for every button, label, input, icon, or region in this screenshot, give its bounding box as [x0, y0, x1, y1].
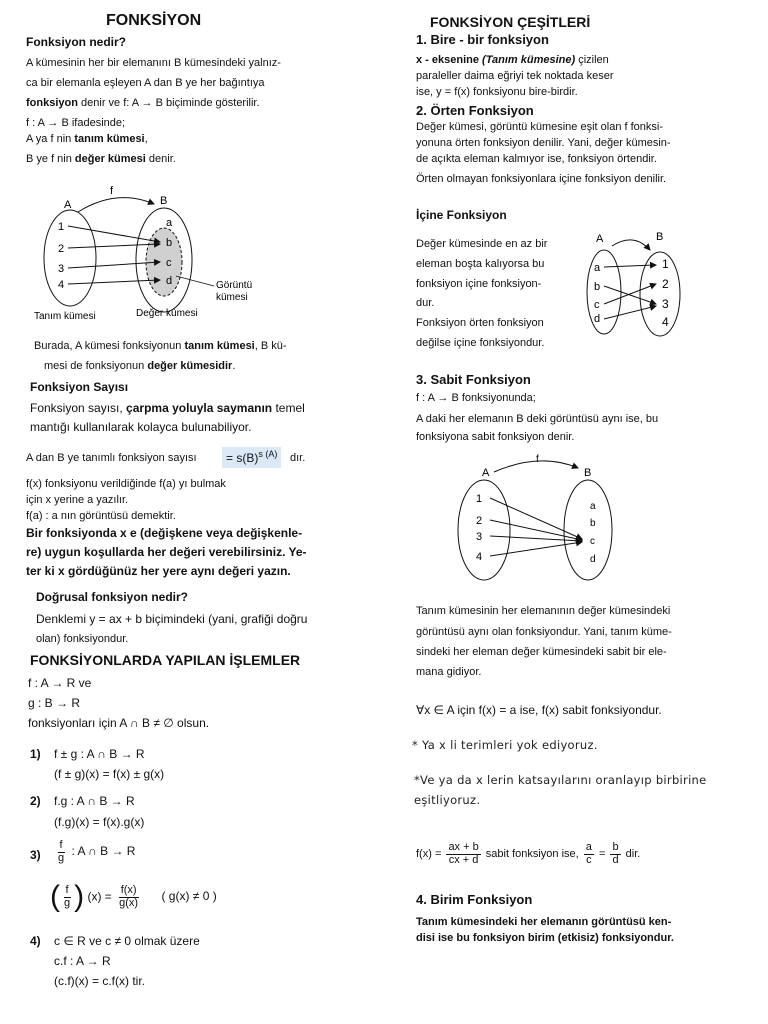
- burada-f: .: [232, 360, 236, 372]
- s4-line-2: disi ise bu fonksiyon birim (etkisiz) fonksiyondur.: [416, 932, 674, 944]
- diagram2-A-label: A: [596, 233, 604, 245]
- count-formula-exponent: s (A): [258, 449, 278, 459]
- burada-line-1: [34, 340, 287, 353]
- diagram1-set-A: [44, 210, 96, 306]
- domain-bold: tanım kümesi: [74, 133, 145, 145]
- s4-line-1: Tanım kümesindeki her elemanın görüntüsü ken-: [416, 916, 672, 928]
- ratio-ac: [584, 842, 594, 866]
- diagram2-d: d: [594, 313, 601, 325]
- diagram1-f-arrow: [78, 198, 154, 212]
- ops-intro-3: fonksiyonları için A ∩ B ≠ ∅ olsun.: [28, 716, 210, 730]
- diagram3-f-label: f: [536, 454, 539, 465]
- op3-inner-f: f: [65, 884, 69, 897]
- diagram1-a-3: 3: [58, 263, 65, 275]
- burada-line-2: [44, 360, 235, 373]
- diagram1-deger-label: Değer kümesi: [136, 308, 198, 319]
- diagram1-image-set: [146, 228, 182, 296]
- s1-a: x - eksenine: [416, 54, 483, 66]
- op3-g: g: [58, 851, 65, 864]
- burada-b: tanım kümesi: [184, 340, 255, 352]
- count-line-2: mantığı kullanılarak kolayca bulunabiliyor.: [30, 420, 252, 434]
- s3-text-1: A daki her elemanın B deki görüntüsü aynı ise, bu: [416, 413, 659, 425]
- op3-x: (x) =: [87, 889, 112, 904]
- forall-line: ∀x ∈ A için f(x) = a ise, f(x) sabit fonksiyondur.: [416, 703, 662, 717]
- s4-heading: 4. Birim Fonksiyon: [416, 892, 533, 907]
- ratio-d: d: [612, 853, 619, 866]
- ops-intro-1: f : A → R ve: [28, 676, 92, 690]
- const-line-4: mana gidiyor.: [416, 666, 482, 678]
- bold-para-2: re) uygun koşullarda her değeri verebilirsiniz. Ye-: [26, 545, 307, 559]
- diagram1-tanim-label: Tanım kümesi: [34, 311, 96, 322]
- burada-c: , B kü-: [254, 340, 287, 352]
- diagram3-a: a: [590, 501, 596, 512]
- count-formula-label: A dan B ye tanımlı fonksiyon sayısı: [26, 452, 197, 464]
- diagram2-c: c: [594, 299, 600, 311]
- diagram3-1: 1: [476, 493, 483, 505]
- types-title: FONKSİYON ÇEŞİTLERİ: [430, 14, 591, 30]
- def-line-3: [26, 97, 260, 110]
- op3-condition: ( g(x) ≠ 0 ): [161, 889, 217, 904]
- def-line-2: ca bir elemanla eşleyen A dan B ye her bağıntıya: [26, 77, 265, 89]
- op4-line1: c ∈ R ve c ≠ 0 olmak üzere: [54, 934, 200, 948]
- op1-number: 1): [30, 747, 41, 761]
- diagram2-b: b: [594, 281, 601, 293]
- linear-line-2: olan) fonksiyondur.: [36, 633, 129, 645]
- into-line-3: fonksiyon içine fonksiyon-: [416, 278, 542, 290]
- diagram2-B-label: B: [656, 231, 664, 243]
- def-line-1: A kümesinin her bir elemanını B kümesindeki yalnız-: [26, 57, 281, 69]
- s1-b: (Tanım kümesine): [482, 54, 576, 66]
- bold-para-3: ter ki x gördüğünüz her yere aynı değeri yazın.: [26, 564, 291, 578]
- linear-line-1: Denklemi y = ax + b biçimindeki (yani, grafiği doğru: [36, 612, 308, 626]
- ratio-c: c: [586, 853, 592, 866]
- domain-post: ,: [144, 133, 148, 145]
- into-line-6: değilse içine fonksiyondur.: [416, 337, 545, 349]
- burada-e: değer kümesidir: [147, 360, 233, 372]
- fa-line-3: f(a) : a nın görüntüsü demektir.: [26, 510, 176, 522]
- s1-line-3: ise, y = f(x) fonksiyonu bire-birdir.: [416, 86, 578, 98]
- range-bold: değer kümesi: [74, 153, 146, 165]
- op2-number: 2): [30, 794, 41, 808]
- rational-fx: f(x) =: [416, 847, 442, 860]
- ops-intro-2: g : B → R: [28, 696, 81, 710]
- diagram2-1: 1: [662, 257, 669, 271]
- op3-gx: g(x): [119, 896, 139, 909]
- burada-a: Burada, A kümesi fonksiyonun: [34, 340, 185, 352]
- op3-line1: [54, 840, 135, 864]
- count-formula: [222, 447, 281, 468]
- into-heading: İçine Fonksiyon: [416, 208, 507, 222]
- def-rest: denir ve f: A → B biçiminde gösterilir.: [81, 97, 260, 109]
- s1-c: çizilen: [575, 54, 609, 66]
- rational-den: cx + d: [448, 853, 479, 866]
- into-line-5: Fonksiyon örten fonksiyon: [416, 317, 544, 329]
- ratio-eq: =: [598, 847, 606, 860]
- op3-fraction-inner: [62, 885, 72, 909]
- s2-line-4: Örten olmayan fonksiyonlara içine fonksiyon denilir.: [416, 173, 667, 185]
- linear-heading: Doğrusal fonksiyon nedir?: [36, 590, 189, 604]
- s2-line-1: Değer kümesi, görüntü kümesine eşit olan f fonksi-: [416, 121, 664, 133]
- op2-line2: (f.g)(x) = f(x).g(x): [54, 815, 145, 829]
- diagram3-set-A: [458, 480, 510, 580]
- rational-constant-line: [416, 842, 640, 866]
- diagram1-goruntu-1: Görüntü: [216, 280, 253, 291]
- count-b: çarpma yoluyla saymanın: [126, 401, 273, 415]
- op2-line1: f.g : A ∩ B → R: [54, 794, 135, 808]
- op3-f: f: [59, 839, 63, 851]
- op1-line2: (f ± g)(x) = f(x) ± g(x): [54, 767, 165, 781]
- s2-heading: 2. Örten Fonksiyon: [416, 103, 534, 118]
- domain-line: [26, 133, 148, 146]
- count-a: Fonksiyon sayısı,: [30, 401, 127, 415]
- op3-paren-close: ): [74, 880, 85, 913]
- diagram1-goruntu-2: kümesi: [216, 292, 248, 303]
- handwritten-note-2b: eşitliyoruz.: [414, 793, 481, 807]
- rational-num: ax + b: [448, 841, 479, 853]
- diagram3-3: 3: [476, 531, 483, 543]
- s3-text-2: fonksiyona sabit fonksiyon denir.: [416, 431, 575, 443]
- diagram3-set-B: [564, 480, 612, 580]
- diagram2-2: 2: [662, 277, 669, 291]
- s1-line-2: paraleller daima eğriyi tek noktada keser: [416, 70, 614, 82]
- op4-line3: (c.f)(x) = c.f(x) tir.: [54, 974, 145, 988]
- rational-end: dir.: [625, 847, 641, 860]
- def-bold: fonksiyon: [26, 97, 78, 109]
- diagram1-b-d: d: [166, 275, 173, 287]
- notation-line: f : A → B ifadesinde;: [26, 117, 126, 129]
- count-formula-end: dır.: [290, 452, 306, 464]
- range-post: denir.: [145, 153, 176, 165]
- count-line-1: [30, 402, 305, 416]
- constant-function-diagram: [450, 450, 620, 585]
- range-line: [26, 153, 176, 166]
- page-title: FONKSİYON: [106, 12, 202, 29]
- op3-domain: : A ∩ B → R: [71, 844, 136, 859]
- fa-line-1: f(x) fonksiyonu verildiğinde f(a) yı bulmak: [26, 478, 226, 490]
- fa-line-2: için x yerine a yazılır.: [26, 494, 129, 506]
- diagram1-b-b: b: [166, 237, 173, 249]
- const-line-1: Tanım kümesinin her elemanının değer kümesindeki: [416, 605, 671, 617]
- into-line-2: eleman boşta kalıyorsa bu: [416, 258, 545, 270]
- count-heading: Fonksiyon Sayısı: [30, 380, 129, 394]
- diagram2-a: a: [594, 262, 601, 274]
- op3-line2: [50, 880, 217, 915]
- const-line-2: görüntüsü aynı olan fonksiyondur. Yani, tanım küme-: [416, 626, 672, 638]
- diagram2-3: 3: [662, 297, 669, 311]
- ops-heading: FONKSİYONLARDA YAPILAN İŞLEMLER: [30, 652, 301, 668]
- into-line-1: Değer kümesinde en az bir: [416, 238, 548, 250]
- s1-line-1: [416, 54, 609, 67]
- burada-d: mesi de fonksiyonun: [44, 360, 148, 372]
- diagram2-4: 4: [662, 315, 669, 329]
- s3-line-1: f : A → B fonksiyonunda;: [416, 392, 536, 404]
- diagram1-A-label: A: [64, 199, 72, 211]
- op3-inner-g: g: [64, 896, 71, 909]
- range-pre: B ye f nin: [26, 153, 75, 165]
- s2-line-3: de açıkta eleman kalmıyor ise, fonksiyon örtendir.: [416, 153, 657, 165]
- diagram3-4: 4: [476, 551, 483, 563]
- op3-paren-open: (: [50, 880, 60, 913]
- op3-number: 3): [30, 848, 41, 862]
- into-line-4: dur.: [416, 297, 435, 309]
- op3-fx: f(x): [120, 884, 137, 897]
- into-function-diagram: [584, 228, 694, 340]
- s3-heading: 3. Sabit Fonksiyon: [416, 372, 531, 387]
- op3-fraction-fg: [56, 840, 66, 864]
- diagram1-b-a: a: [166, 217, 173, 229]
- diagram1-f-label: f: [110, 185, 114, 197]
- s1-heading: 1. Bire - bir fonksiyon: [416, 32, 549, 47]
- function-diagram-1: [26, 180, 276, 325]
- ratio-b: b: [612, 841, 619, 853]
- diagram1-a-2: 2: [58, 243, 65, 255]
- diagram3-A-label: A: [482, 467, 490, 479]
- count-c: temel: [272, 401, 305, 415]
- const-line-3: sindeki her eleman değer kümesindeki sabit bir ele-: [416, 646, 667, 658]
- rational-fraction: [446, 842, 480, 866]
- diagram3-2: 2: [476, 515, 483, 527]
- diagram3-B-label: B: [584, 467, 592, 479]
- ratio-a: a: [585, 841, 592, 853]
- rational-mid: sabit fonksiyon ise,: [485, 847, 579, 860]
- diagram2-set-B: [640, 252, 680, 336]
- diagram3-b: b: [590, 518, 596, 529]
- ratio-bd: [610, 842, 620, 866]
- diagram1-a-1: 1: [58, 221, 65, 233]
- diagram3-c: c: [590, 536, 595, 547]
- op3-fraction-fxgx: [117, 885, 140, 909]
- diagram1-B-label: B: [160, 195, 168, 207]
- op4-line2: c.f : A → R: [54, 954, 111, 968]
- s2-line-2: yonuna örten fonksiyon denilir. Yani, değer kümesin-: [416, 137, 671, 149]
- diagram1-a-4: 4: [58, 279, 65, 291]
- handwritten-note-2a: *Ve ya da x lerin katsayılarını oranlayıp birbirine: [414, 773, 707, 787]
- domain-pre: A ya f nin: [26, 133, 75, 145]
- op1-line1: f ± g : A ∩ B → R: [54, 747, 145, 761]
- count-formula-base: = s(B): [226, 451, 259, 465]
- op4-number: 4): [30, 934, 41, 948]
- diagram3-d: d: [590, 554, 596, 565]
- bold-para-1: Bir fonksiyonda x e (değişkene veya değişkenle-: [26, 526, 303, 540]
- handwritten-note-1: * Ya x li terimleri yok ediyoruz.: [412, 738, 598, 752]
- what-heading: Fonksiyon nedir?: [26, 35, 127, 49]
- diagram1-b-c: c: [166, 257, 172, 269]
- diagram2-set-A: [587, 250, 621, 334]
